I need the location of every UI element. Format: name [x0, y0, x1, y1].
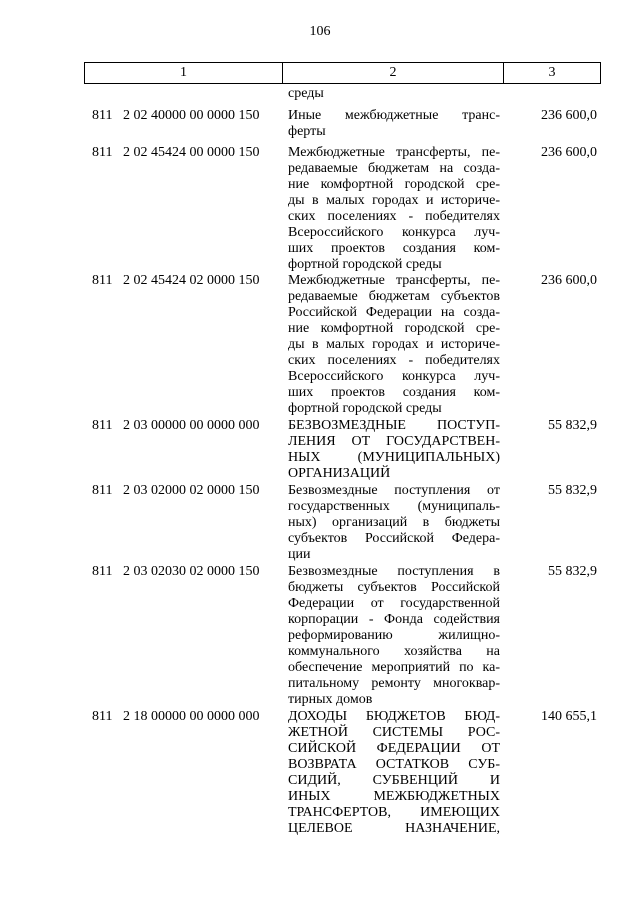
description-line: ды в малых городах и историче-: [288, 337, 500, 352]
description-line: ских поселениях - победителях: [288, 209, 500, 224]
description-line: СИЙСКОЙ ФЕДЕРАЦИИ ОТ: [288, 741, 500, 756]
description-line: Межбюджетные трансферты, пе-: [288, 273, 500, 288]
description-line: ферты: [288, 124, 326, 139]
header-col-3: 3: [548, 65, 556, 80]
row-value: 55 832,9: [548, 483, 597, 498]
continuation-text: среды: [288, 86, 324, 101]
description-line: тирных домов: [288, 692, 373, 707]
row-description: [288, 108, 500, 140]
description-line: ДОХОДЫ БЮДЖЕТОВ БЮД-: [288, 709, 500, 724]
description-line: питальному ремонту многоквар-: [288, 676, 500, 691]
row-value: 236 600,0: [541, 108, 597, 123]
description-line: Иные межбюджетные транс-: [288, 108, 500, 123]
row-description: [288, 273, 500, 417]
row-code: 811 2 02 40000 00 0000 150: [92, 108, 260, 123]
row-value: 236 600,0: [541, 145, 597, 160]
description-line: Федерации от государственной: [288, 596, 500, 611]
description-line: бюджеты субъектов Российской: [288, 580, 500, 595]
description-line: ЖЕТНОЙ СИСТЕМЫ РОС-: [288, 725, 500, 740]
description-line: ТРАНСФЕРТОВ, ИМЕЮЩИХ: [288, 805, 500, 820]
row-code: 811 2 02 45424 02 0000 150: [92, 273, 260, 288]
description-line: Межбюджетные трансферты, пе-: [288, 145, 500, 160]
description-line: ды в малых городах и историче-: [288, 193, 500, 208]
description-line: Безвозмездные поступления от: [288, 483, 500, 498]
description-line: Российской Федерации на созда-: [288, 305, 500, 320]
row-code: 811 2 18 00000 00 0000 000: [92, 709, 260, 724]
table-header: [84, 62, 601, 84]
page-number: 106: [309, 24, 331, 39]
row-description: [288, 483, 500, 563]
description-line: БЕЗВОЗМЕЗДНЫЕ ПОСТУП-: [288, 418, 500, 433]
description-line: редаваемые бюджетам на созда-: [288, 161, 500, 176]
description-line: фортной городской среды: [288, 401, 442, 416]
row-description: [288, 418, 500, 482]
description-line: редаваемые бюджетам субъектов: [288, 289, 500, 304]
row-value: 55 832,9: [548, 418, 597, 433]
description-line: НЫХ (МУНИЦИПАЛЬНЫХ): [288, 450, 500, 465]
description-line: субъектов Российской Федера-: [288, 531, 500, 546]
description-line: Всероссийского конкурса луч-: [288, 225, 500, 240]
description-line: ние комфортной городской сре-: [288, 177, 500, 192]
description-line: СИДИЙ, СУБВЕНЦИЙ И: [288, 773, 500, 788]
description-line: обеспечение мероприятий по ка-: [288, 660, 500, 675]
description-line: коммунального хозяйства на: [288, 644, 500, 659]
description-line: ших проектов создания ком-: [288, 241, 500, 256]
header-col-2: 2: [283, 63, 504, 83]
header-col-1: 1: [85, 63, 283, 83]
description-line: ОРГАНИЗАЦИЙ: [288, 466, 391, 481]
description-line: ских поселениях - победителях: [288, 353, 500, 368]
description-line: ЦЕЛЕВОЕ НАЗНАЧЕНИЕ,: [288, 821, 500, 836]
row-value: 55 832,9: [548, 564, 597, 579]
description-line: реформированию жилищно-: [288, 628, 500, 643]
row-code: 811 2 02 45424 00 0000 150: [92, 145, 260, 160]
description-line: ции: [288, 547, 311, 562]
row-code: 811 2 03 00000 00 0000 000: [92, 418, 260, 433]
description-line: фортной городской среды: [288, 257, 442, 272]
description-line: ших проектов создания ком-: [288, 385, 500, 400]
row-description: [288, 564, 500, 708]
description-line: ИНЫХ МЕЖБЮДЖЕТНЫХ: [288, 789, 500, 804]
description-line: Всероссийского конкурса луч-: [288, 369, 500, 384]
description-line: Безвозмездные поступления в: [288, 564, 500, 579]
row-code: 811 2 03 02000 02 0000 150: [92, 483, 260, 498]
row-value: 236 600,0: [541, 273, 597, 288]
description-line: ние комфортной городской сре-: [288, 321, 500, 336]
row-code: 811 2 03 02030 02 0000 150: [92, 564, 260, 579]
description-line: корпорации - Фонда содействия: [288, 612, 500, 627]
row-description: [288, 709, 500, 837]
description-line: государственных (муниципаль-: [288, 499, 500, 514]
description-line: ЛЕНИЯ ОТ ГОСУДАРСТВЕН-: [288, 434, 500, 449]
row-value: 140 655,1: [541, 709, 597, 724]
row-description: [288, 145, 500, 273]
description-line: ВОЗВРАТА ОСТАТКОВ СУБ-: [288, 757, 500, 772]
description-line: ных) организаций в бюджеты: [288, 515, 500, 530]
